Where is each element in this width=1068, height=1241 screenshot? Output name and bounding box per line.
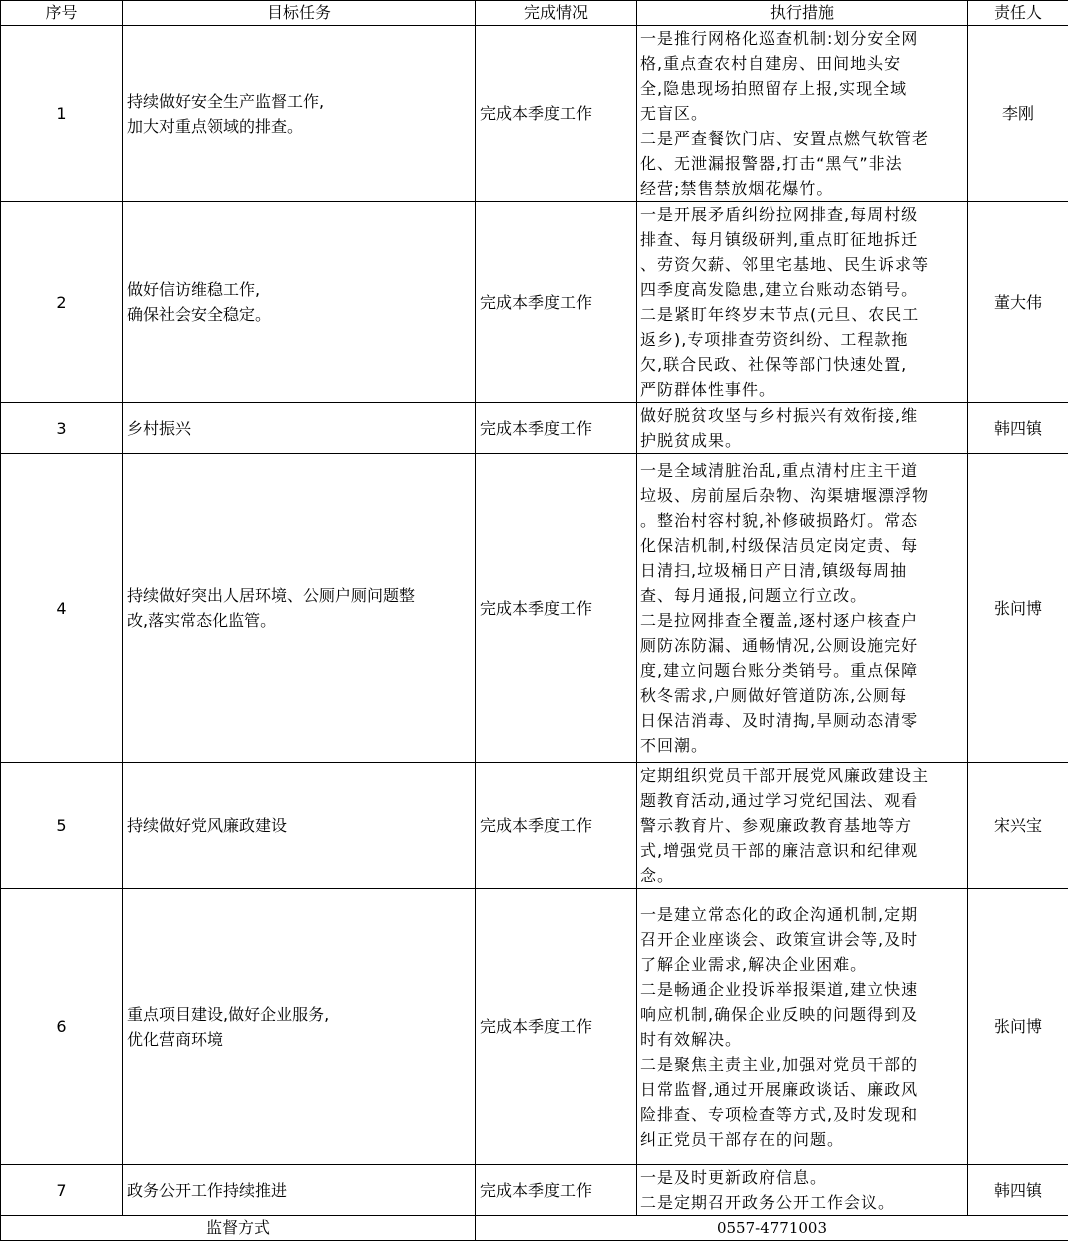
row-status: 完成本季度工作 <box>476 26 637 202</box>
measure-line: 二是畅通企业投诉举报渠道,建立快速 <box>640 977 964 1002</box>
task-line: 持续做好突出人居环境、公厕户厕问题整 <box>127 583 471 608</box>
row-no: 4 <box>1 454 123 763</box>
task-line: 优化营商环境 <box>127 1027 471 1052</box>
row-measures <box>637 1165 968 1216</box>
measure-line: 时有效解决。 <box>640 1027 964 1052</box>
measure-line: 一是开展矛盾纠纷拉网排查,每周村级 <box>640 202 964 227</box>
table-row <box>1 1165 1068 1216</box>
measure-line: 一是全域清脏治乱,重点清村庄主干道 <box>640 458 964 483</box>
row-status: 完成本季度工作 <box>476 763 637 889</box>
header-row <box>1 1 1068 26</box>
table-row <box>1 202 1068 403</box>
measure-line: 一是建立常态化的政企沟通机制,定期 <box>640 902 964 927</box>
footer-label: 监督方式 <box>1 1216 476 1241</box>
row-no: 1 <box>1 26 123 202</box>
row-task <box>123 202 476 403</box>
measure-line: 严防群体性事件。 <box>640 377 964 402</box>
row-person: 韩四镇 <box>968 1165 1068 1216</box>
task-line: 重点项目建设,做好企业服务, <box>127 1002 471 1027</box>
measure-line: 召开企业座谈会、政策宣讲会等,及时 <box>640 927 964 952</box>
task-line: 持续做好党风廉政建设 <box>127 813 471 838</box>
measure-line: 格,重点查农村自建房、田间地头安 <box>640 51 964 76</box>
header-measures: 执行措施 <box>637 1 968 26</box>
table-row <box>1 454 1068 763</box>
task-line: 政务公开工作持续推进 <box>127 1178 471 1203</box>
table-row <box>1 763 1068 889</box>
measure-line: 无盲区。 <box>640 101 964 126</box>
measure-line: 二是聚焦主责主业,加强对党员干部的 <box>640 1052 964 1077</box>
row-status: 完成本季度工作 <box>476 889 637 1165</box>
measure-line: 了解企业需求,解决企业困难。 <box>640 952 964 977</box>
row-person: 张问博 <box>968 454 1068 763</box>
measure-line: 全,隐患现场拍照留存上报,实现全域 <box>640 76 964 101</box>
measure-line: 二是定期召开政务公开工作会议。 <box>640 1190 964 1215</box>
header-task: 目标任务 <box>123 1 476 26</box>
row-task <box>123 26 476 202</box>
row-person: 李刚 <box>968 26 1068 202</box>
row-no: 3 <box>1 403 123 454</box>
measure-line: 排查、每月镇级研判,重点盯征地拆迁 <box>640 227 964 252</box>
measure-line: 响应机制,确保企业反映的问题得到及 <box>640 1002 964 1027</box>
row-measures <box>637 889 968 1165</box>
row-person: 宋兴宝 <box>968 763 1068 889</box>
measure-line: 二是严查餐饮门店、安置点燃气软管老 <box>640 126 964 151</box>
table-row <box>1 889 1068 1165</box>
measure-line: 纠正党员干部存在的问题。 <box>640 1127 964 1152</box>
row-measures <box>637 763 968 889</box>
row-task <box>123 763 476 889</box>
measure-line: 念。 <box>640 863 964 888</box>
header-person: 责任人 <box>968 1 1068 26</box>
measure-line: 日保洁消毒、及时清掏,旱厕动态清零 <box>640 708 964 733</box>
measure-line: 化、无泄漏报警器,打击“黑气”非法 <box>640 151 964 176</box>
measure-line: 做好脱贫攻坚与乡村振兴有效衔接,维 <box>640 403 964 428</box>
measure-line: 警示教育片、参观廉政教育基地等方 <box>640 813 964 838</box>
row-task <box>123 889 476 1165</box>
footer-phone: 0557-4771003 <box>476 1216 1068 1241</box>
measure-line: 欠,联合民政、社保等部门快速处置, <box>640 352 964 377</box>
measure-line: 护脱贫成果。 <box>640 428 964 453</box>
measure-line: 定期组织党员干部开展党风廉政建设主 <box>640 763 964 788</box>
measure-line: 不回潮。 <box>640 733 964 758</box>
task-line: 加大对重点领域的排查。 <box>127 114 471 139</box>
footer-row <box>1 1216 1068 1241</box>
header-status: 完成情况 <box>476 1 637 26</box>
measure-line: 一是推行网格化巡查机制:划分安全网 <box>640 26 964 51</box>
row-no: 7 <box>1 1165 123 1216</box>
measure-line: 秋冬需求,户厕做好管道防冻,公厕每 <box>640 683 964 708</box>
row-status: 完成本季度工作 <box>476 403 637 454</box>
table-row <box>1 403 1068 454</box>
task-line: 改,落实常态化监管。 <box>127 608 471 633</box>
measure-line: 查、每月通报,问题立行立改。 <box>640 583 964 608</box>
measure-line: 经营;禁售禁放烟花爆竹。 <box>640 176 964 201</box>
row-person: 董大伟 <box>968 202 1068 403</box>
measure-line: 一是及时更新政府信息。 <box>640 1165 964 1190</box>
measure-line: 二是拉网排查全覆盖,逐村逐户核查户 <box>640 608 964 633</box>
measure-line: 度,建立问题台账分类销号。重点保障 <box>640 658 964 683</box>
measure-line: 题教育活动,通过学习党纪国法、观看 <box>640 788 964 813</box>
task-line: 确保社会安全稳定。 <box>127 302 471 327</box>
measure-line: 日常监督,通过开展廉政谈话、廉政风 <box>640 1077 964 1102</box>
header-no: 序号 <box>1 1 123 26</box>
task-line: 持续做好安全生产监督工作, <box>127 89 471 114</box>
table-row <box>1 26 1068 202</box>
measure-line: 日清扫,垃圾桶日产日清,镇级每周抽 <box>640 558 964 583</box>
task-line: 做好信访维稳工作, <box>127 277 471 302</box>
measure-line: 二是紧盯年终岁末节点(元旦、农民工 <box>640 302 964 327</box>
row-no: 2 <box>1 202 123 403</box>
row-measures <box>637 26 968 202</box>
row-person: 张问博 <box>968 889 1068 1165</box>
measure-line: 化保洁机制,村级保洁员定岗定责、每 <box>640 533 964 558</box>
measure-line: 式,增强党员干部的廉洁意识和纪律观 <box>640 838 964 863</box>
row-no: 5 <box>1 763 123 889</box>
row-status: 完成本季度工作 <box>476 454 637 763</box>
row-no: 6 <box>1 889 123 1165</box>
row-person: 韩四镇 <box>968 403 1068 454</box>
task-line: 乡村振兴 <box>127 416 471 441</box>
row-measures <box>637 454 968 763</box>
measure-line: 四季度高发隐患,建立台账动态销号。 <box>640 277 964 302</box>
row-task <box>123 1165 476 1216</box>
measure-line: 险排查、专项检查等方式,及时发现和 <box>640 1102 964 1127</box>
measure-line: 。整治村容村貌,补修破损路灯。常态 <box>640 508 964 533</box>
row-task <box>123 454 476 763</box>
measure-line: 、劳资欠薪、邻里宅基地、民生诉求等 <box>640 252 964 277</box>
measure-line: 返乡),专项排查劳资纠纷、工程款拖 <box>640 327 964 352</box>
measure-line: 厕防冻防漏、通畅情况,公厕设施完好 <box>640 633 964 658</box>
row-measures <box>637 202 968 403</box>
row-task <box>123 403 476 454</box>
row-measures <box>637 403 968 454</box>
measure-line: 垃圾、房前屋后杂物、沟渠塘堰漂浮物 <box>640 483 964 508</box>
row-status: 完成本季度工作 <box>476 1165 637 1216</box>
row-status: 完成本季度工作 <box>476 202 637 403</box>
